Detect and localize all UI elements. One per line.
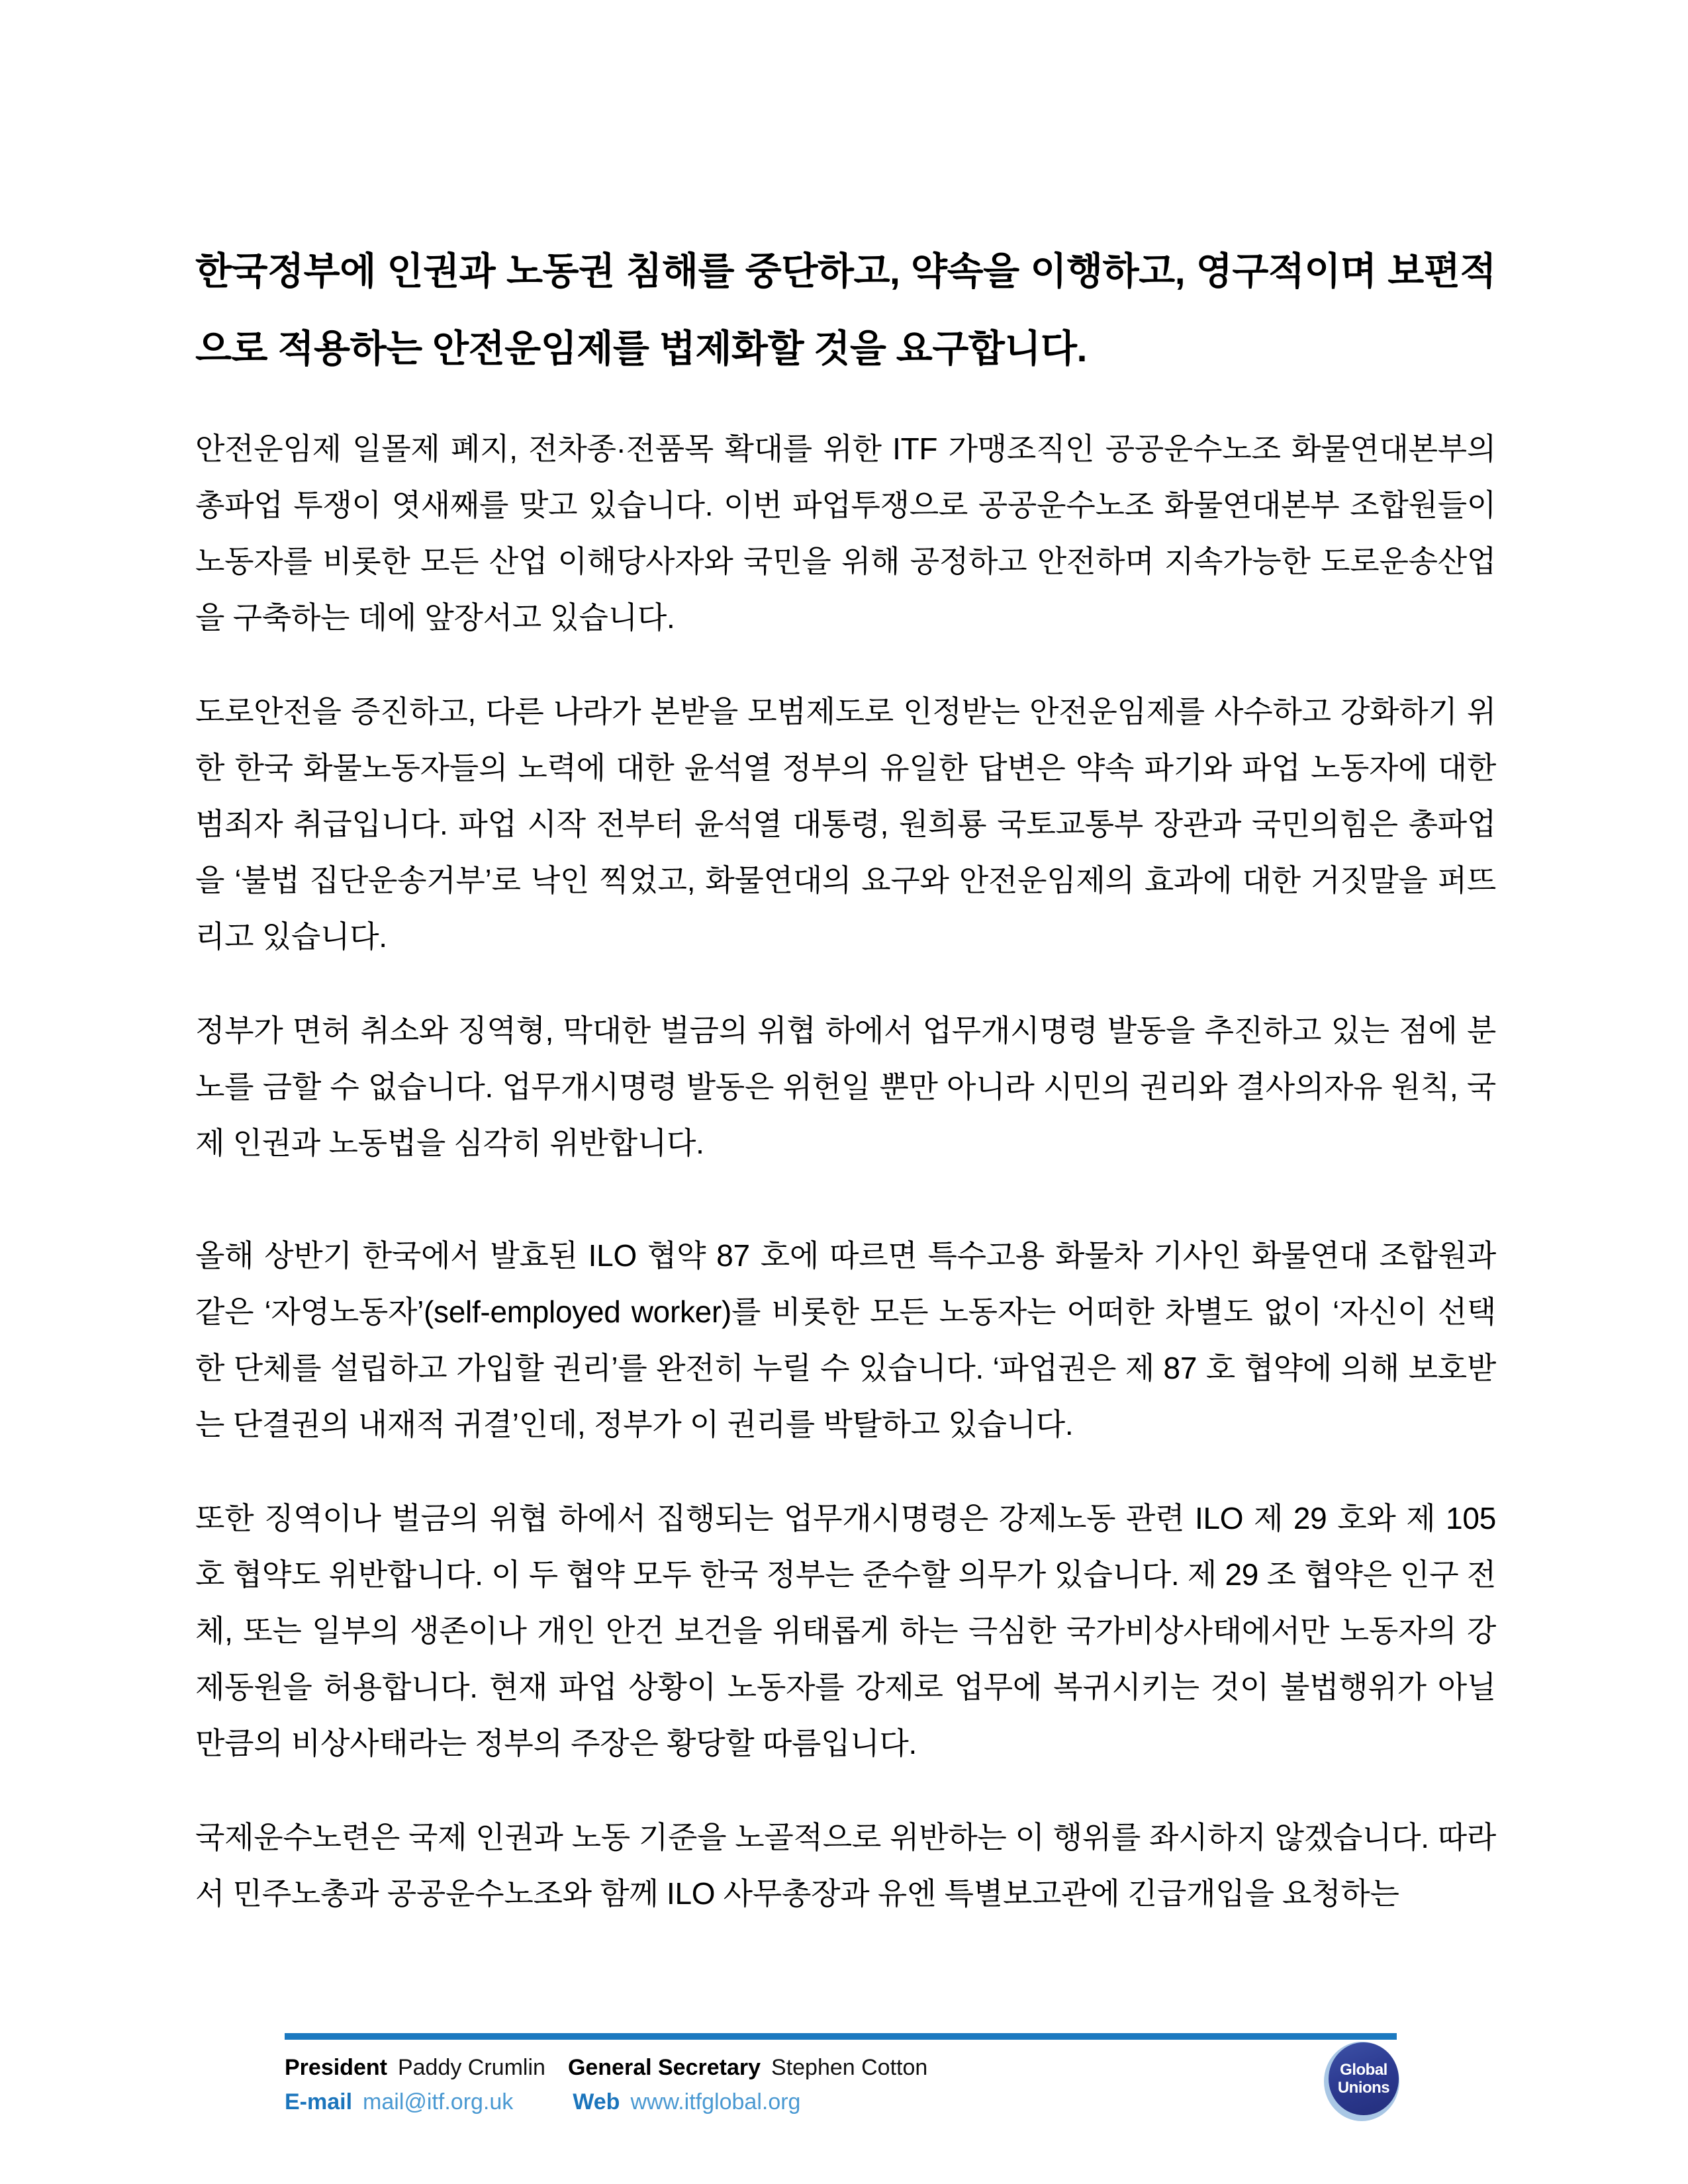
footer-contact-line bbox=[285, 2085, 1278, 2119]
web-link[interactable]: www.itfglobal.org bbox=[630, 2089, 801, 2115]
general-secretary-name: Stephen Cotton bbox=[771, 2055, 928, 2080]
global-unions-logo-circle bbox=[1329, 2042, 1399, 2115]
body-paragraph-3: 정부가 면허 취소와 징역형, 막대한 벌금의 위협 하에서 업무개시명령 발동을 추진하고 있는 점에 분노를 금할 수 없습니다. 업무개시명령 발동은 위헌일 뿐만 아니라 시민의 권리와 결사의자유 원칙, 국제 인권과 노동법을 심각히 위반합니다. bbox=[195, 1013, 1496, 1160]
body-paragraph-1: 안전운임제 일몰제 폐지, 전차종·전품목 확대를 위한 ITF 가맹조직인 공공운수노조 화물연대본부의 총파업 투쟁이 엿새째를 맞고 있습니다. 이번 파업투쟁으로 공공운수노조 화물연대본부 조합원들이 노동자를 비롯한 모든 산업 이해당사자와 국민을 위해 공정하고 안전하며 지속가능한 도로운송산업을 구축하는 데에 앞장서고 있습니다. bbox=[195, 432, 1496, 635]
president-name: Paddy Crumlin bbox=[397, 2055, 545, 2080]
body-paragraph-2: 도로안전을 증진하고, 다른 나라가 본받을 모범제도로 인정받는 안전운임제를 사수하고 강화하기 위한 한국 화물노동자들의 노력에 대한 윤석열 정부의 유일한 답변은 약속 파기와 파업 노동자에 대한 범죄자 취급입니다. 파업 시작 전부터 윤석열 대통령, 원희룡 국토교통부 장관과 국민의힘은 총파업을 ‘불법 집단운송거부’로 낙인 찍었고, 화물연대의 요구와 안전운임제의 효과에 대한 거짓말을 퍼뜨리고 있습니다. bbox=[195, 694, 1496, 954]
email-label: E-mail bbox=[285, 2089, 353, 2115]
footer-divider bbox=[285, 2033, 1397, 2040]
email-link[interactable]: mail@itf.org.uk bbox=[363, 2089, 514, 2115]
body-paragraph-4: 올해 상반기 한국에서 발효된 ILO 협약 87 호에 따르면 특수고용 화물차 기사인 화물연대 조합원과 같은 ‘자영노동자’(self-employed worker)를 비롯한 모든 노동자는 어떠한 차별도 없이 ‘자신이 선택한 단체를 설립하고 가입할 권리’를 완전히 누릴 수 있습니다. ‘파업권은 제 87 호 협약에 의해 보호받는 단결권의 내재적 귀결’인데, 정부가 이 권리를 박탈하고 있습니다. bbox=[195, 1238, 1496, 1441]
global-unions-logo bbox=[1324, 2042, 1399, 2121]
logo-text-line2: Unions bbox=[1337, 2079, 1390, 2097]
web-label: Web bbox=[573, 2089, 620, 2115]
document-title: 한국정부에 인권과 노동권 침해를 중단하고, 약속을 이행하고, 영구적이며 보편적으로 적용하는 안전운임제를 법제화할 것을 요구합니다. bbox=[195, 250, 1496, 370]
logo-text-line1: Global bbox=[1340, 2061, 1387, 2079]
general-secretary-label: General Secretary bbox=[567, 2055, 761, 2080]
document-body bbox=[195, 233, 1496, 1960]
body-paragraph-5: 또한 징역이나 벌금의 위협 하에서 집행되는 업무개시명령은 강제노동 관련 ILO 제 29 호와 제 105 호 협약도 위반합니다. 이 두 협약 모두 한국 정부는 준수할 의무가 있습니다. 제 29 조 협약은 인구 전체, 또는 일부의 생존이나 개인 안건 보건을 위태롭게 하는 극심한 국가비상사태에서만 노동자의 강제동원을 허용합니다. 현재 파업 상황이 노동자를 강제로 업무에 복귀시키는 것이 불법행위가 아닐 만큼의 비상사태라는 정부의 주장은 황당할 따름입니다. bbox=[195, 1501, 1496, 1760]
body-paragraph-6: 국제운수노련은 국제 인권과 노동 기준을 노골적으로 위반하는 이 행위를 좌시하지 않겠습니다. 따라서 민주노총과 공공운수노조와 함께 ILO 사무총장과 유엔 특별보고관에 긴급개입을 요청하는 bbox=[195, 1820, 1496, 1911]
footer-officers-line bbox=[285, 2050, 1278, 2085]
president-label: President bbox=[285, 2055, 387, 2080]
page-footer bbox=[285, 2050, 1278, 2119]
